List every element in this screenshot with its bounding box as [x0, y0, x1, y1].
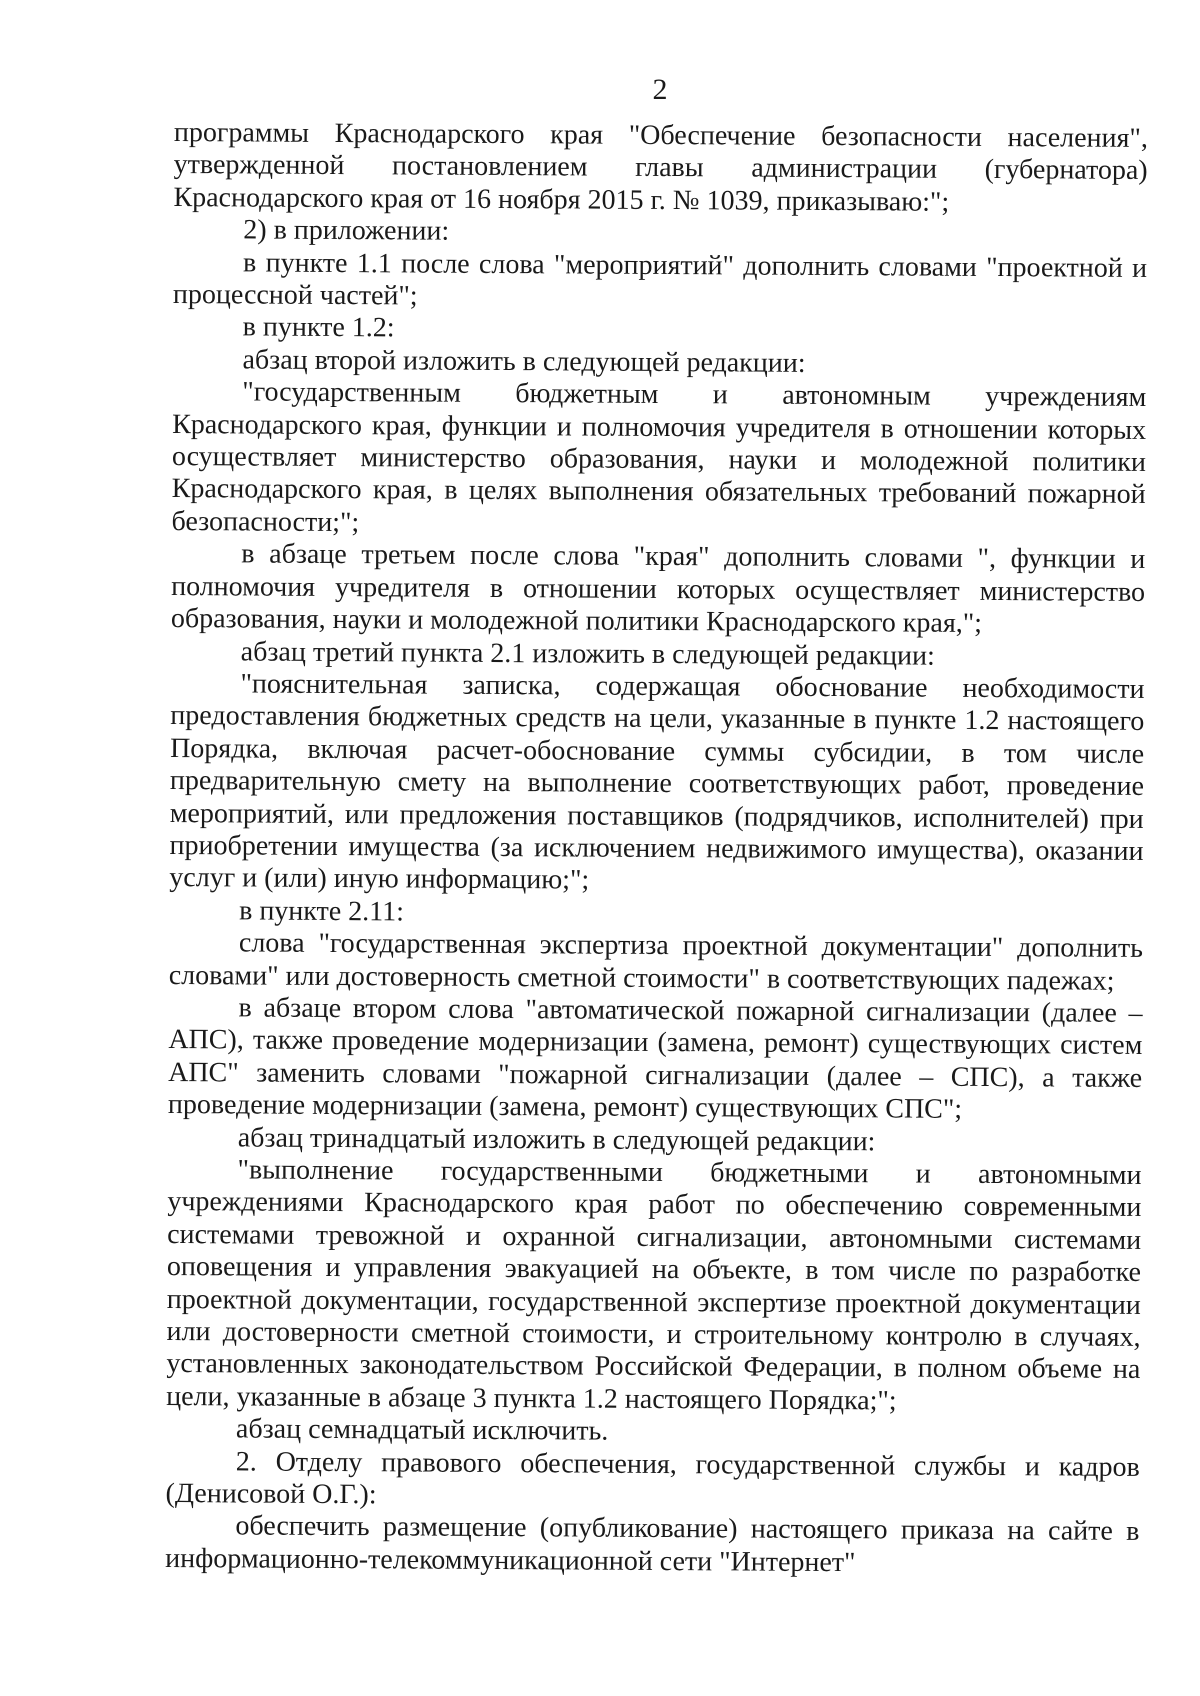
- paragraph-15: абзац семнадцатый исключить.: [235, 1413, 609, 1447]
- paragraph-12: в абзаце втором слова "автоматической пожарной сигнализации (далее – АПС), также проведение модернизации (замена, ремонт) существующих систем АПС" заменить словами "пожарной сигнализации (далее – СПС), а также проведение модернизации (замена, ремонт) существующих СПС";: [167, 992, 1143, 1126]
- paragraph-8: абзац третий пункта 2.1 изложить в следующей редакции:: [240, 635, 935, 672]
- paragraph-1: программы Краснодарского края "Обеспечение безопасности населения", утвержденной постановлением главы администрации (губернатора) Краснодарского края от 16 ноября 2015 г. № 1039, приказываю:";: [173, 117, 1148, 218]
- paragraph-7: в абзаце третьем после слова "края" дополнить словами ", функции и полномочия учредителя в отношении которых осуществляет министерство образования, науки и молодежной политики Краснодарского края,";: [170, 538, 1146, 640]
- paragraph-4: в пункте 1.2:: [242, 311, 395, 344]
- paragraph-10: в пункте 2.11:: [239, 895, 405, 928]
- paragraph-5: абзац второй изложить в следующей редакции:: [242, 344, 806, 379]
- paragraph-6: "государственным бюджетным и автономным учреждениям Краснодарского края, функции и полномочия учредителя в отношении которых осуществляет министерство образования, науки и молодежной политики Краснодарского края, в целях выполнения обязательных требований пожарной безопасности;";: [171, 376, 1147, 539]
- paragraph-14: "выполнение государственными бюджетными и автономными учреждениями Краснодарского края работ по обеспечению современными системами тревожной и охранной сигнализации, автономными системами оповещения и управления эвакуацией на объекте, в том числе по разработке проектной документации, государственной экспертизе проектной документации или достоверности сметной стоимости, и строительному контролю в случаях, установленных законодательством Российской Федерации, в полном объеме на цели, указанные в абзаце 3 пункта 1.2 настоящего Порядка;";: [166, 1154, 1142, 1417]
- paragraph-17: обеспечить размещение (опубликование) настоящего приказа на сайте в информационно-телекоммуникационной сети "Интернет": [165, 1510, 1140, 1579]
- paragraph-2: 2) в приложении:: [243, 214, 450, 247]
- paragraph-9: "пояснительная записка, содержащая обоснование необходимости предоставления бюджетных средств на цели, указанные в пункте 1.2 настоящего Порядка, включая расчет-обоснование суммы субсидии, в том числе предварительную смету на выполнение соответствующих работ, проведение мероприятий, или предложения поставщиков (подрядчиков, исполнителей) при приобретении имущества (за исключением недвижимого имущества), оказании услуг и (или) иную информацию;";: [169, 668, 1145, 896]
- paragraph-16: 2. Отделу правового обеспечения, государственной службы и кадров (Денисовой О.Г.):: [165, 1446, 1140, 1511]
- paragraph-11: слова "государственная экспертиза проектной документации" дополнить словами" или достоверность сметной стоимости" в соответствующих падежах;: [168, 927, 1144, 997]
- paragraph-13: абзац тринадцатый изложить в следующей редакции:: [237, 1122, 876, 1157]
- page-number: 2: [652, 73, 668, 106]
- document-body: [165, 117, 1148, 1581]
- paragraph-3: в пункте 1.1 после слова "мероприятий" дополнить словами "проектной и процессной частей";: [172, 247, 1148, 312]
